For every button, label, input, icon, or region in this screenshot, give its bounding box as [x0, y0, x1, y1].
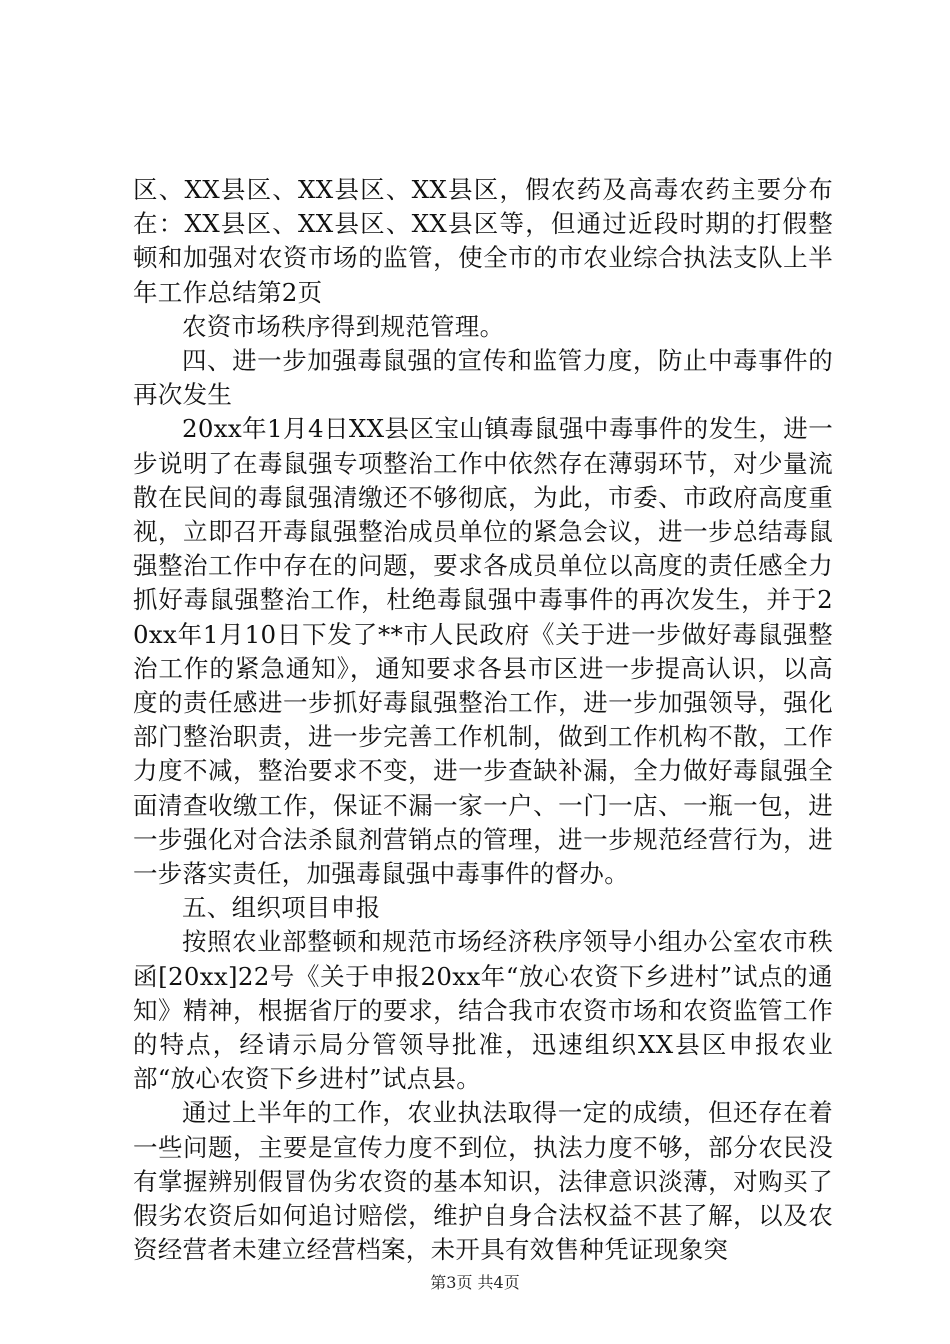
section-heading-four: 四、进一步加强毒鼠强的宣传和监管力度，防止中毒事件的再次发生: [133, 346, 833, 410]
paragraph-continued: 区、XX县区、XX县区、XX县区，假农药及高毒农药主要分布在：XX县区、XX县区、XX县区等，但通过近段时期的打假整顿和加强对农资市场的监管，使全市的市农业综合执法支队上半年工作总结第2页: [133, 175, 833, 307]
paragraph-problems: 通过上半年的工作，农业执法取得一定的成绩，但还存在着一些问题，主要是宣传力度不到位，执法力度不够，部分农民没有掌握辨别假冒伪劣农资的基本知识，法律意识淡薄，对购买了假劣农资后如何追讨赔偿，维护自身合法权益不甚了解，以及农资经营者未建立经营档案，未开具有效售种凭证现象突: [133, 1098, 833, 1265]
paragraph-project-application: 按照农业部整顿和规范市场经济秩序领导小组办公室农市秩函[20xx]22号《关于申报20xx年“放心农资下乡进村”试点的通知》精神，根据省厅的要求，结合我市农资市场和农资监管工作的特点，经请示局分管领导批准，迅速组织XX县区申报农业部“放心农资下乡进村”试点县。: [133, 927, 833, 1094]
document-body: [133, 173, 833, 1268]
page-footer: 第3页 共4页: [430, 1273, 520, 1292]
paragraph-market-order: 农资市场秩序得到规范管理。: [182, 311, 505, 341]
paragraph-poison-incident: 20xx年1月4日XX县区宝山镇毒鼠强中毒事件的发生，进一步说明了在毒鼠强专项整治工作中依然存在薄弱环节，对少量流散在民间的毒鼠强清缴还不够彻底，为此，市委、市政府高度重视，立即召开毒鼠强整治成员单位的紧急会议，进一步总结毒鼠强整治工作中存在的问题，要求各成员单位以高度的责任感全力抓好毒鼠强整治工作，杜绝毒鼠强中毒事件的再次发生，并于20xx年1月10日下发了**市人民政府《关于进一步做好毒鼠强整治工作的紧急通知》，通知要求各县市区进一步提高认识，以高度的责任感进一步抓好毒鼠强整治工作，进一步加强领导，强化部门整治职责，进一步完善工作机制，做到工作机构不散，工作力度不减，整治要求不变，进一步查缺补漏，全力做好毒鼠强全面清查收缴工作，保证不漏一家一户、一门一店、一瓶一包，进一步强化对合法杀鼠剂营销点的管理，进一步规范经营行为，进一步落实责任，加强毒鼠强中毒事件的督办。: [133, 414, 833, 889]
section-heading-five: 五、组织项目申报: [182, 893, 381, 923]
